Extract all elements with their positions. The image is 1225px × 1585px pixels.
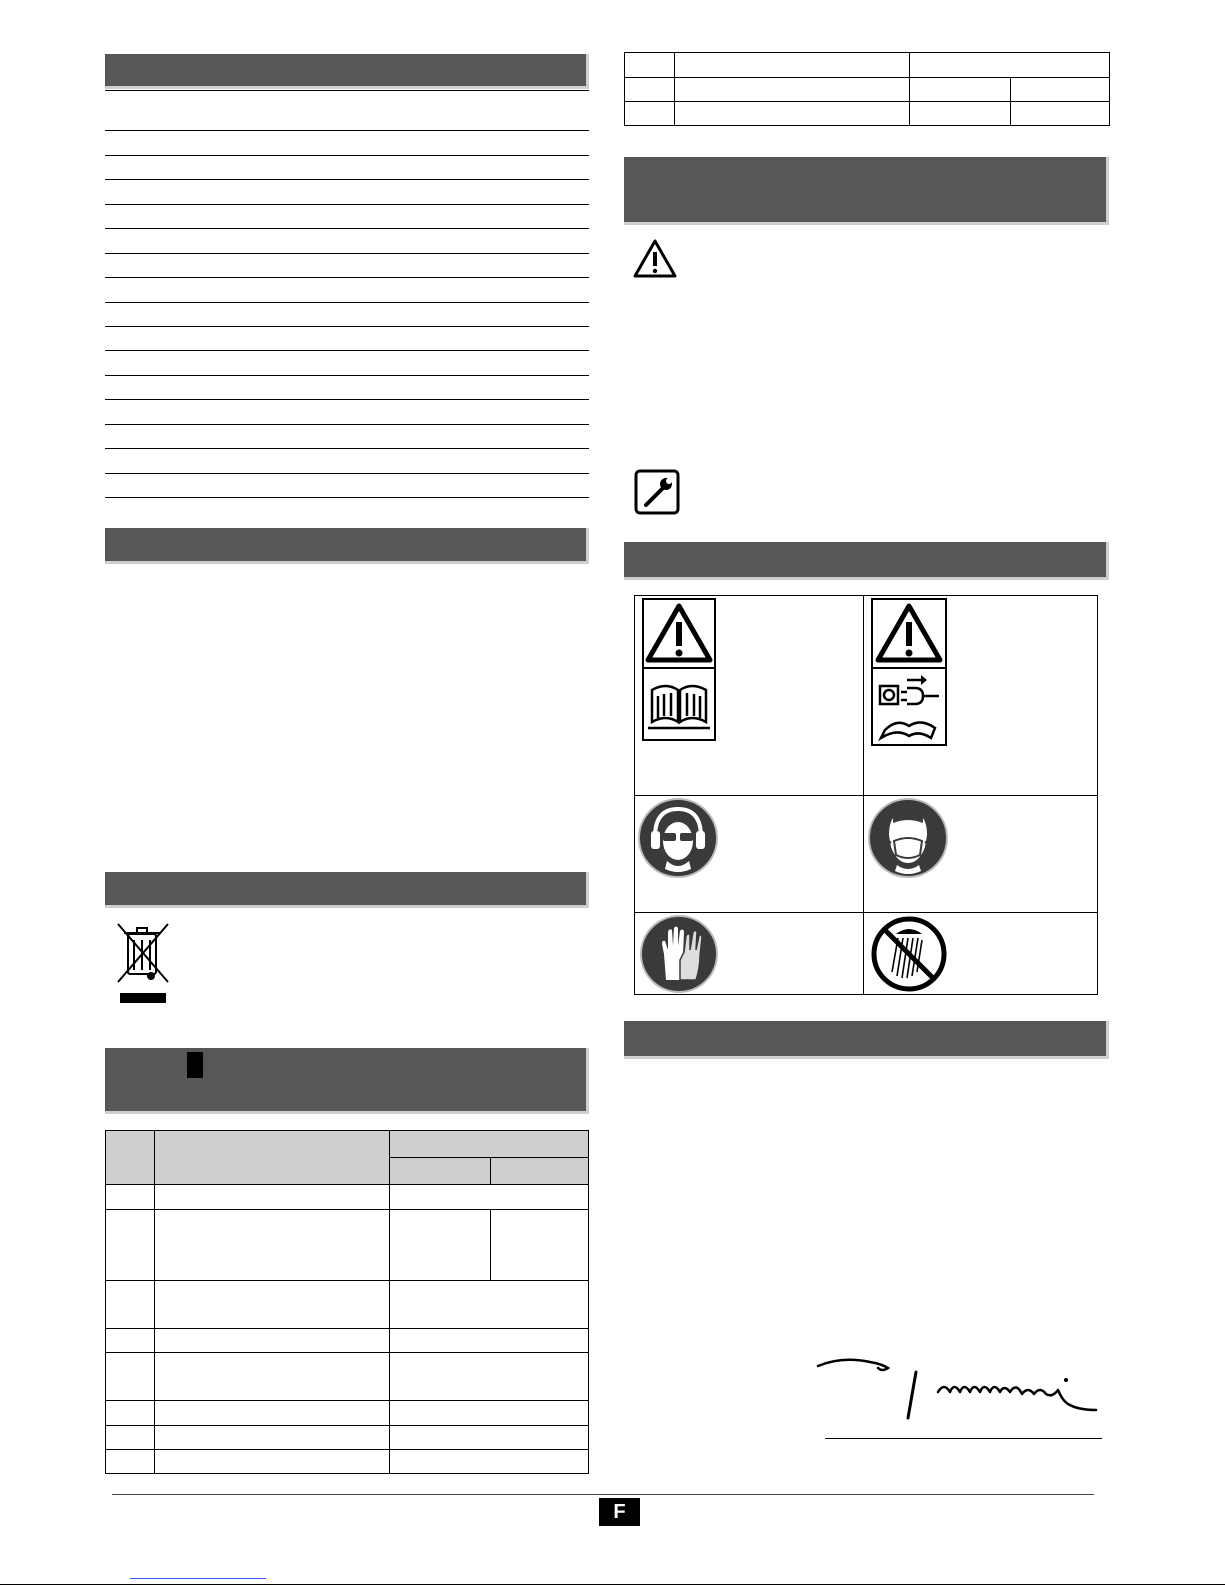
warning-read-manual-icon: [642, 598, 716, 741]
noise-row-line: [105, 1328, 589, 1329]
noise-col-line: [389, 1130, 390, 1474]
symbols-row-line: [634, 912, 1098, 913]
spec-row: [105, 375, 589, 376]
noise-row-line: [105, 1209, 589, 1210]
top-table-col-line: [674, 52, 675, 126]
handwritten-signature: [812, 1352, 1104, 1442]
crossed-out-wheelie-bin-icon: [110, 920, 176, 1006]
warning-triangle-icon: [632, 238, 678, 280]
noise-table-border: [105, 1130, 589, 1474]
spec-row: [105, 350, 589, 351]
gloves-icon: [638, 914, 720, 994]
spec-row: [105, 179, 589, 180]
noise-row-line: [105, 1449, 589, 1450]
disposal-section-header: [105, 872, 589, 908]
spec-row: [105, 155, 589, 156]
spec-row: [105, 204, 589, 205]
noise-row-line: [105, 1280, 589, 1281]
top-table-border: [624, 52, 1110, 126]
spec-row: [105, 326, 589, 327]
noise-row-line: [105, 1400, 589, 1401]
noise-col-line: [490, 1209, 491, 1280]
wrench-icon: [634, 469, 680, 515]
noise-row-line: [105, 1425, 589, 1426]
spec-row: [105, 130, 589, 131]
noise-header-marker: [187, 1052, 203, 1078]
noise-col-line: [490, 1157, 491, 1184]
dust-mask-icon: [867, 797, 949, 879]
top-table-row-line: [624, 101, 1110, 102]
spec-row: [105, 448, 589, 449]
language-badge: [599, 1498, 640, 1526]
top-table-row-line: [624, 77, 1110, 78]
symbols-section-header: [624, 542, 1109, 580]
ear-eye-protection-icon: [637, 797, 719, 879]
spec-row: [105, 302, 589, 303]
noise-row-line: [105, 1352, 589, 1353]
safety-section-header: [624, 157, 1109, 225]
spec-row: [105, 399, 589, 400]
symbols-row-line: [634, 795, 1098, 796]
spec-top-rule: [105, 90, 589, 91]
noise-row-line: [105, 1184, 589, 1185]
spec-row: [105, 424, 589, 425]
signature-line: [825, 1438, 1102, 1439]
language-badge-label: F: [613, 1501, 626, 1523]
warning-unplug-read-manual-icon: [871, 598, 947, 746]
top-table-col-line: [1010, 77, 1011, 126]
spec-row: [105, 497, 589, 498]
footer-link[interactable]: [130, 1578, 266, 1579]
no-rain-icon: [868, 914, 950, 994]
noise-col-line: [154, 1130, 155, 1474]
noise-section-header: [105, 1048, 589, 1114]
spec-row: [105, 277, 589, 278]
noise-row-line: [389, 1157, 589, 1158]
spec-row: [105, 253, 589, 254]
top-table-col-line: [909, 52, 910, 126]
spec-row: [105, 228, 589, 229]
usage-section-header: [105, 528, 589, 564]
spec-section-header: [105, 54, 589, 89]
footer-rule: [112, 1494, 1094, 1495]
spec-row: [105, 473, 589, 474]
conformity-section-header: [624, 1021, 1109, 1059]
